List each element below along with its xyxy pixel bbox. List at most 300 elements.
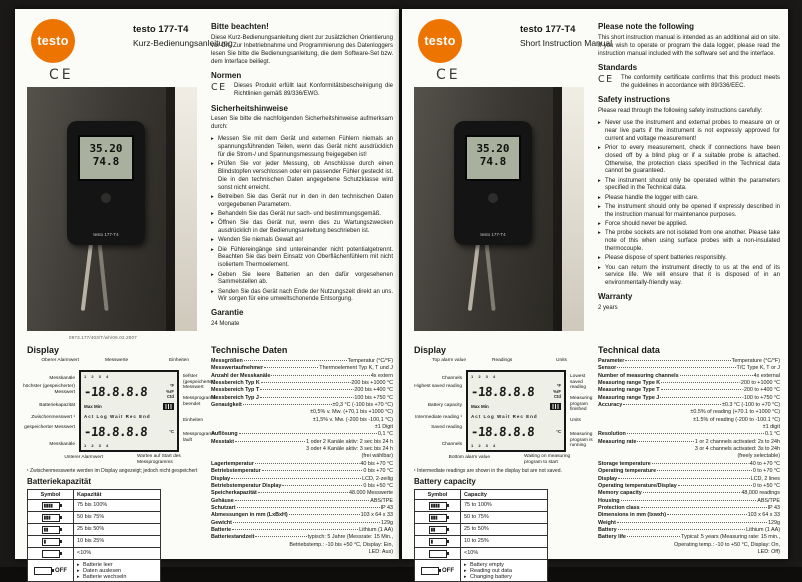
lcd-channels-top: 1 2 3 4 [84,374,111,379]
safety-bullet: ▸ The instrument should only be operated within the parameters specified in the Technical data. [598,178,780,194]
tech-rows [211,358,393,556]
battery-row [415,500,547,512]
info-column [598,22,780,317]
battery-row [415,536,547,548]
tech-leader-dots [637,441,694,442]
logger-display [78,135,134,181]
tech-row [211,380,393,387]
callout-bottom-alarm: Unterer Alarmwert [64,455,103,460]
battery-capacity-value: 25 to 50% [464,525,489,532]
safety-bullet: ▸ Öffnen Sie das Gerät nur, wenn dies zu Wartungszwecken ausdrücklich in der Bedienungsanleitung beschrieben ist. [211,220,393,236]
tech-value: Operating temp.: -10 to +50 °C, Display: On, [674,541,780,548]
tech-row [211,542,393,549]
warranty-title: Garantie [211,308,244,318]
tech-value: Temperatur (°C/°F) [347,358,393,364]
safety-bullet: ▸ Prüfen Sie vor jeder Messung, ob Anschlüsse durch einen Blindstopfen verschlossen oder ein passender Fühler gesteckt ist. Die in den technischen Daten angegebene Schutzklasse wird sonst nicht erreicht. [211,161,393,192]
safety-title: Sicherheitshinweise [211,103,288,113]
tech-row [211,439,393,446]
display-section-title: Display [414,345,447,355]
tech-leader-dots [678,485,752,486]
tech-label: Display [211,475,231,482]
callout-saved-reading: gespeicherter Messwert [24,425,75,430]
tech-row [598,512,780,519]
tech-value: -200 bis +400 °C [352,387,393,394]
tech-row [211,395,393,402]
lcd-units-top [553,383,561,399]
tech-label: Accuracy [598,402,623,409]
tech-row [598,409,780,416]
battery-level-icon: ▮▮▮▮ [42,502,60,510]
safety-bullet: ▸ Please dispose of spent batteries responsibly. [598,255,780,263]
tech-value: (freely selectable) [737,453,780,460]
tech-value: LCD, 2 lines [750,475,780,482]
safety-bullet: ▸ The probe sockets are not isolated from one another. Please take note of this when using surface probes with a non-insulated thermocouple. [598,230,780,253]
battery-capacity-value: 10 to 25% [464,537,489,544]
battery-off-line: ▸ Battery empty [464,562,544,568]
display-diagram [21,358,217,465]
battery-symbol-cell [28,536,74,547]
lcd-channels-bottom: 1 2 3 4 [84,442,111,448]
display-diagram [408,358,596,464]
tech-row [211,476,393,483]
safety-bullet: ▸ Behandeln Sie das Gerät nur sach- und bestimmungsgemäß. [211,211,393,219]
tech-label: Weight [598,519,616,526]
battery-table-header [415,490,547,500]
tech-row [598,505,780,512]
tech-row [598,446,780,453]
tech-row [211,446,393,453]
lcd-row-top [471,383,561,399]
tech-label: Betriebstemperatur Display [211,482,282,489]
tech-leader-dots [667,514,747,515]
tech-value: 129g [381,519,393,526]
tech-value: 48,000 readings [741,490,780,497]
tech-value: ±0.3 °C (-100 to +70 °C) [721,402,780,409]
callout-waiting-start: Warten auf Start des Messprogramms [137,454,181,465]
battery-off-label: OFF [55,567,67,574]
battery-off-symbol-cell [28,560,74,581]
lcd-units-bottom [556,429,561,434]
tech-leader-dots [244,360,347,361]
tech-value: 1 or 2 channels activated: 2s to 24h [694,438,780,445]
safety-title: Safety instructions [598,95,671,105]
photo-wall [175,87,197,331]
technical-data-section [598,345,780,556]
callout-saved-reading: Saved reading [431,425,462,430]
tech-label: Sensor [598,365,617,372]
tech-leader-dots [262,470,363,471]
testo-logo-text: testo [37,34,69,48]
tech-value: LED: Aus) [368,548,393,555]
tech-leader-dots [661,389,741,390]
page-english [402,9,788,580]
tech-label: Battery life [598,534,626,541]
manual-subtitle: Kurz-Bedienungsanleitung [133,38,233,48]
tech-value: -40 to +70 °C [748,460,780,467]
tech-leader-dots [627,536,680,537]
battery-capacity-value: 25 bis 50% [77,525,105,532]
tech-label: Anzahl der Messkanäle [211,372,271,379]
tech-label: Resolution [598,431,626,438]
tech-label: Speicherkapazität [211,490,257,497]
display-footnote: ¹ Zwischenmesswerte werden im Display angezeigt; jedoch nicht gespeichert [27,468,198,474]
tech-value: LED: Off) [757,548,780,555]
safety-bullet: ▸ Never use the instrument and external probes to measure on or near live parts if the instrument is not expressly approved for current and voltage measurement! [598,120,780,143]
tech-row [598,439,780,446]
battery-off-lines [461,560,547,581]
tech-label: Messwertaufnehmer [211,365,264,372]
battery-empty-icon [34,567,52,575]
tech-leader-dots [661,382,738,383]
display-section-title: Display [27,345,60,355]
safety-bullet: ▸ You can return the instrument directly to us at the end of its service life. We will ensure that it is disposed of in an environmentally-friendly way. [598,265,780,288]
callout-channels-top: Channels [441,376,462,381]
callout-units-top: Units [556,358,567,363]
probe-cable-icon [97,241,108,311]
warranty-title: Warranty [598,292,633,301]
model-title: testo 177-T4 [133,24,189,35]
note-title: Bitte beachten! [211,22,269,31]
standards-row [598,74,780,90]
tech-row [211,490,393,497]
tech-row [598,373,780,380]
safety-intro: Lesen Sie bitte die nachfolgenden Sicherheitshinweise aufmerksam durch: [211,116,393,131]
warranty-body: 24 Monate [211,320,240,327]
callout-channels-top: Messkanäle [49,376,75,381]
safety-bullet: ▸ Die Fühlereingänge sind untereinander nicht potentialgetrennt. Beachten Sie das beim Einsatz von Oberflächenfühlern mit nicht isoliertem Thermoelement. [211,247,393,270]
battery-capacity-section [27,477,187,582]
lcd-maxmin-row [471,403,561,410]
tech-leader-dots [235,500,369,501]
tech-value: LCD, 2-zeilig [362,475,393,482]
lcd-unit-celsius: °C [169,428,174,434]
tech-value: -200 to +400 °C [742,387,780,394]
callout-readings: Readings [492,358,513,363]
lcd-channels-top: 1 2 3 4 [471,374,498,379]
battery-capacity-value: 75 bis 100% [77,501,108,508]
tech-leader-dots [233,522,380,523]
tech-label: Gewicht [211,519,232,526]
battery-symbol-cell [415,548,461,559]
battery-off-line: ▸ Reading out data [464,568,544,574]
tech-row [598,402,780,409]
tech-row [598,417,780,424]
tech-row [211,498,393,505]
tech-label: Protection class [598,504,640,511]
tech-value: 4x external [753,372,780,379]
note-title: Please note the following [598,22,695,31]
tech-label: Betriebstemperatur [211,468,261,475]
tech-label: Storage temperature [598,460,651,467]
tech-value: ABS/TPE [370,497,393,504]
tech-label: Memory capacity [598,490,642,497]
tech-row [211,505,393,512]
document-number: 0973.177/403/T/wh/06.02.2007 [69,335,137,340]
tech-value: Lithium (1 AA) [746,526,780,533]
page-german [15,9,399,580]
safety-bullet: ▸ Force should never be applied. [598,221,780,229]
battery-capacity-header: Kapazität [77,491,102,498]
callout-highest-reading: Highest saved reading [414,384,462,389]
battery-symbol-header: Symbol [415,490,461,499]
model-title: testo 177-T4 [520,24,576,35]
tech-row [211,431,393,438]
tech-row [598,498,780,505]
tech-leader-dots [660,397,741,398]
tech-title: Technische Daten [211,345,288,355]
tech-leader-dots [625,360,730,361]
tech-value: Thermoelement Typ K, T und J [319,365,393,372]
tech-leader-dots [235,441,305,442]
probe-cable-icon [81,241,94,311]
tech-leader-dots [617,367,735,368]
manual-subtitle: Short Instruction Manual [520,38,613,48]
tech-leader-dots [258,492,348,493]
tech-row [211,520,393,527]
standards-title: Normen [211,70,242,80]
tech-leader-dots [641,507,767,508]
tech-row [598,431,780,438]
tech-leader-dots [264,367,318,368]
battery-row [28,512,160,524]
tech-value: 0,1 °C [377,431,393,438]
logger-label: testo 177-T4 [480,232,506,237]
tech-row [211,387,393,394]
ce-icon: CE [598,74,614,86]
callout-top-alarm: Top alarm value [432,358,466,363]
battery-row [28,524,160,536]
tech-value: 48.000 Messwerte [348,490,393,497]
tech-leader-dots [255,536,306,537]
safety-bullet: ▸ Senden Sie das Gerät nach Ende der Nutzungszeit direkt an uns. Wir sorgen für eine umweltschonende Entsorgung. [211,289,393,305]
tech-value: -40 bis +70 °C [358,460,393,467]
battery-level-icon: ▮ [42,538,60,546]
lcd-digits-top: -18.8.8.8 [470,383,535,399]
battery-row [415,512,547,524]
tech-leader-dots [255,463,358,464]
tech-label: Messtakt [211,438,235,445]
logger-reading-top: 35.20 [89,142,123,155]
battery-level-icon [42,550,60,558]
tech-value: ±0,3 °C (-100 bis +70 °C) [332,402,393,409]
tech-leader-dots [680,375,753,376]
battery-symbol-cell [415,512,461,523]
logger-reading-bottom: 74.8 [92,155,120,168]
tech-leader-dots [237,507,380,508]
tech-label: Lagertemperatur [211,460,254,467]
lcd-digits-bottom: -18.8.8.8 [83,423,148,439]
tech-value: 1 oder 2 Kanäle aktiv: 2 sec bis 24 h [306,438,393,445]
callout-battery-capacity: Batteriekapazität [39,403,75,408]
callout-program-running: Messprogramm läuft [183,432,217,443]
tech-title: Technical data [598,345,660,355]
battery-capacity-value: 50 to 75% [464,513,489,520]
battery-off-line: ▸ Batterie wechseln [77,574,157,580]
logger-label: testo 177-T4 [93,232,119,237]
tech-label: Measuring range Type T [598,387,660,394]
tech-row [211,358,393,365]
tech-leader-dots [652,463,747,464]
battery-level-icon: ▮▮ [42,526,60,534]
battery-off-label: OFF [442,567,454,574]
battery-off-row [415,560,547,581]
tech-row [211,512,393,519]
tech-leader-dots [621,500,757,501]
testo-logo-text: testo [424,34,456,48]
battery-capacity-header: Capacity [464,491,487,498]
standards-body: The conformity certificate confirms that this product meets the guidelines in accordance with 89/336/EEC. [621,75,780,90]
battery-empty-icon [421,567,439,575]
tech-label: Messbereich Typ J [211,394,259,401]
callout-waiting-start: Waiting on measuring program to start [524,454,571,465]
lcd-unit-celsius: °C [556,428,561,434]
tech-value: IP 43 [380,504,393,511]
tech-leader-dots [623,404,721,405]
battery-row [28,536,160,548]
ce-mark: CE [49,67,74,83]
battery-rows [28,500,160,560]
tech-leader-dots [643,492,741,493]
info-column [211,22,393,333]
battery-level-icon: ▮▮ [429,526,447,534]
probe-cable-icon [468,241,481,311]
tech-value: ±1 digit [762,424,780,431]
callout-units-top: Einheiten [169,358,190,363]
tech-row [211,365,393,372]
tech-value: 103 x 64 x 33 [360,512,393,519]
lcd-channels-bottom: 1 2 3 4 [471,442,498,448]
tech-value: 103 x 64 x 33 [747,512,780,519]
ce-icon: CE [211,82,227,94]
tech-value: T/C Type K, T or J [736,365,780,372]
tech-value: Typical: 5 years (Measuring rate: 15 min., [681,534,780,541]
tech-leader-dots [289,514,360,515]
battery-rows [415,500,547,560]
tech-label: Operating temperature [598,468,657,475]
safety-bullet: ▸ Messen Sie mit dem Gerät und externen Fühlern niemals an spannungsführenden Teilen, wenn das Gerät nicht ausdrücklich für die Strom-/ und Spannungsmessung freigegeben ist! [211,136,393,159]
tech-label: Number of measuring channels [598,372,679,379]
lcd-battery-icon [550,403,561,410]
tech-leader-dots [617,522,767,523]
safety-bullet-list [211,136,393,304]
battery-off-line: ▸ Changing battery [464,574,544,580]
battery-row [415,548,547,560]
tech-row [598,424,780,431]
tech-value: -200 to +1000 °C [739,380,780,387]
logger-button [488,193,498,203]
tech-leader-dots [618,478,749,479]
safety-bullet: ▸ Geben Sie leere Batterien an den dafür vorgesehenen Sammelstellen ab. [211,272,393,288]
tech-value: 0 bis +70 °C [363,468,393,475]
callout-highest-reading: höchster (gespeicherter) Messwert [23,384,75,395]
tech-leader-dots [232,529,358,530]
tech-leader-dots [282,485,362,486]
tech-value: Lithium (1 AA) [359,526,393,533]
note-body: This short instruction manual is intended as an additional aid on site. If you wish to operate or program the data logger, please read the instruction manual included with the software set and the interface. [598,34,780,57]
battery-off-line: ▸ Batterie leer [77,562,157,568]
tech-row [211,483,393,490]
lcd-units-bottom [169,429,174,434]
battery-capacity-value: 50 bis 75% [77,513,105,520]
tech-row [598,490,780,497]
battery-off-lines [74,560,160,581]
lcd-unit-fahrenheit: °F [169,383,174,389]
tech-label: Messbereich Typ K [211,380,260,387]
logger-button [101,193,111,203]
tech-leader-dots [657,470,752,471]
safety-bullet: ▸ The instrument should only be opened if expressly described in the instruction manual for maintenance purposes. [598,204,780,220]
tech-label: Parameter [598,358,625,364]
tech-value: typisch: 5 Jahre (Messrate: 15 Min., [307,534,393,541]
battery-capacity-value: 75 to 100% [464,501,492,508]
lcd-battery-icon [163,403,174,410]
callout-battery-capacity: Battery capacity [427,403,462,408]
tech-label: Display [598,475,618,482]
tech-value: 129g [768,519,780,526]
battery-off-row [28,560,160,581]
tech-row [211,453,393,460]
callout-lowest-reading: tiefster (gespeicherter) Messwert [183,374,216,391]
tech-label: Genauigkeit [211,402,242,409]
tech-row [211,373,393,380]
battery-capacity-section [414,477,574,582]
tech-value: ±0.5% of reading (+70.1 to +1000 °C) [690,409,780,416]
battery-title: Battery capacity [414,477,476,486]
battery-capacity-value: <10% [464,549,479,556]
tech-value: ABS/TPE [757,497,780,504]
tech-value: (frei wählbar) [361,453,393,460]
lcd-digits-top: -18.8.8.8 [83,383,148,399]
tech-label: Messbereich Typ T [211,387,260,394]
tech-value: ±1,5% v. Mw. (-200 bis -100,1 °C) [312,416,393,423]
tech-value: 0 bis +50 °C [363,482,393,489]
testo-logo [418,19,462,63]
tech-label: Measuring range Type J [598,394,660,401]
device-photo [414,87,584,331]
callout-program-finished: Messprogramm beendet [183,396,217,407]
battery-off-line: ▸ Daten auslesen [77,568,157,574]
battery-table-header [28,490,160,500]
logger-reading-bottom: 74.8 [479,155,507,168]
tech-value: -100 bis +750 °C [352,394,393,401]
tech-value: 0 to +70 °C [752,468,780,475]
battery-row [28,548,160,560]
battery-symbol-cell [28,524,74,535]
lcd-unit-ctd: Ctd [554,393,561,399]
standards-body: Dieses Produkt erfüllt laut Konformitätsbescheinigung die Richtlinien gemäß 89/336/EWG. [234,83,393,98]
battery-title: Batteriekapazität [27,477,92,486]
lcd-diagram [466,370,566,452]
tech-label: Batterie [211,526,232,533]
lcd-maxmin: Max Min [84,404,102,410]
lcd-digits-bottom: -18.8.8.8 [470,423,535,439]
tech-leader-dots [627,433,764,434]
battery-level-icon: ▮▮▮ [42,514,60,522]
lcd-row-bottom [84,424,174,439]
probe-cable-icon [484,241,495,311]
lcd-units-top [166,383,174,399]
battery-symbol-cell [28,548,74,559]
tech-label: Messgrößen [211,358,243,364]
tech-label: Housing [598,497,620,504]
tech-label: Gehäuse [211,497,234,504]
callout-program-running: Measuring program is running [570,432,593,449]
photo-wall-shadow-icon [166,87,175,331]
battery-symbol-cell [28,500,74,511]
tech-leader-dots [260,397,352,398]
lcd-unit-rf: %rF [553,388,561,394]
tech-row [211,402,393,409]
